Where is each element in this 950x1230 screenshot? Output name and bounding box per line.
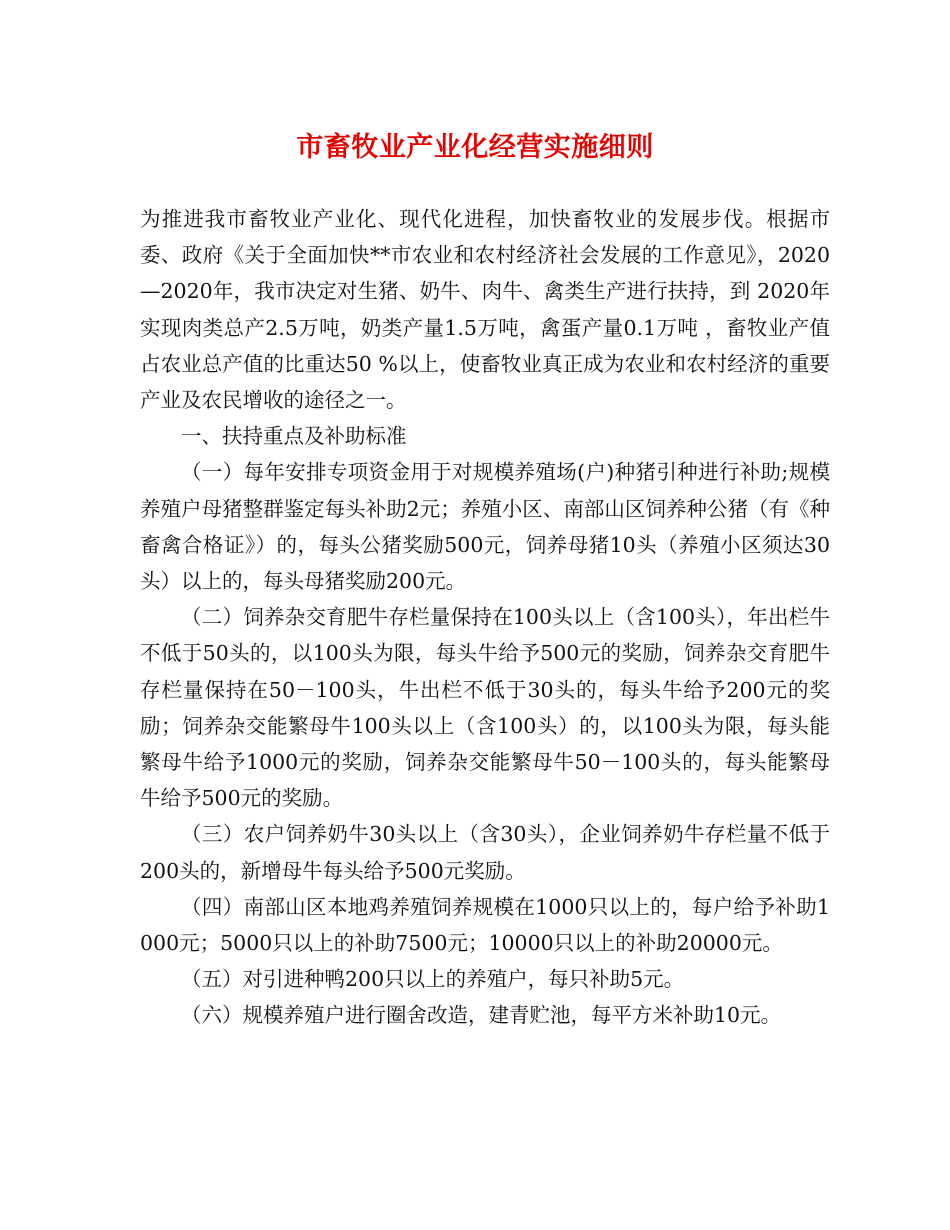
item-paragraph-6: （六）规模养殖户进行圈舍改造，建青贮池，每平方米补助10元。 xyxy=(181,1003,782,1028)
item-paragraph-4: （四）南部山区本地鸡养殖饲养规模在1000只以上的，每户给予补助1000元；5000只以上的补助7500元；10000只以上的补助20000元。 xyxy=(140,894,830,956)
item-paragraph-5: （五）对引进种鸭200只以上的养殖户，每只补助5元。 xyxy=(181,967,685,992)
document-title: 市畜牧业产业化经营实施细则 xyxy=(296,132,654,163)
item-paragraph-2: （二）饲养杂交育肥牛存栏量保持在100头以上（含100头），年出栏牛不低于50头的，以100头为限，每头牛给予500元的奖励，饲养杂交育肥牛存栏量保持在50－100头，牛出栏不低于30头的，每头牛给予200元的奖励；饲养杂交能繁母牛100头以上（含100头）的，以100头为限，每头能繁母牛给予1000元的奖励，饲养杂交能繁母牛50－100头的，每头能繁母牛给予500元的奖励。 xyxy=(140,605,830,811)
item-paragraph-3: （三）农户饲养奶牛30头以上（含30头），企业饲养奶牛存栏量不低于200头的，新增母牛每头给予500元奖励。 xyxy=(140,822,830,883)
item-paragraph-1: （一）每年安排专项资金用于对规模养殖场(户)种猪引种进行补助;规模养殖户母猪整群鉴定每头补助2元；养殖小区、南部山区饲养种公猪（有《种畜禽合格证》）的，每头公猪奖励500元，饲养母猪10头（养殖小区须达30头）以上的，每头母猪奖励200元。 xyxy=(140,460,830,594)
intro-paragraph: 为推进我市畜牧业产业化、现代化进程，加快畜牧业的发展步伐。根据市委、政府《关于全面加快**市农业和农村经济社会发展的工作意见》，2020—2020年，我市决定对生猪、奶牛、肉牛、禽类生产进行扶持，到 2020年实现肉类总产2.5万吨，奶类产量1.5万吨，禽蛋产量0.1万吨 ，畜牧业产值占农业总产值的比重达50 %以上，使畜牧业真正成为农业和农村经济的重要产业及农民增收的途径之一。 xyxy=(140,207,830,413)
section-heading: 一、扶持重点及补助标准 xyxy=(181,424,407,449)
document-body xyxy=(140,201,830,1034)
